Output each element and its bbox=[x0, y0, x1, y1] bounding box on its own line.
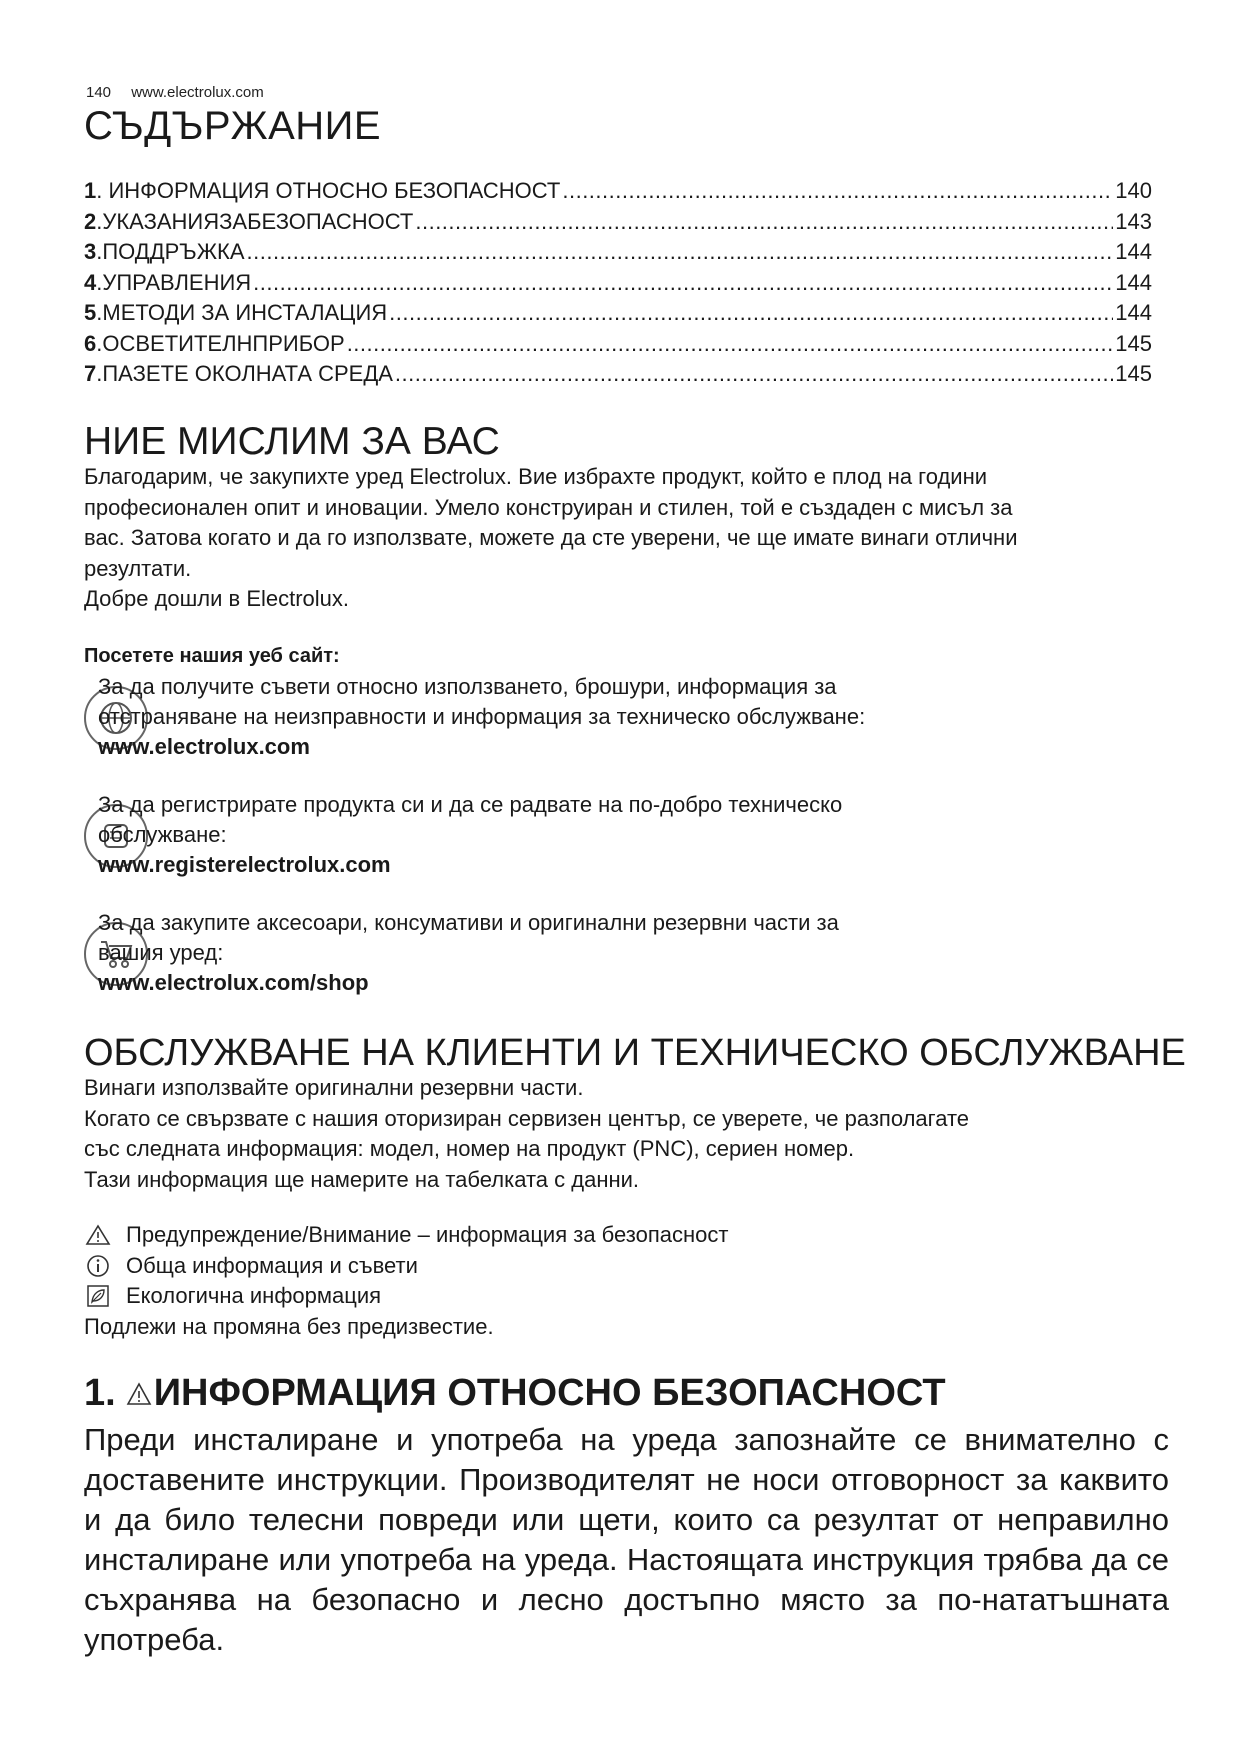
service-title: ОБСЛУЖВАНЕ НА КЛИЕНТИ И ТЕХНИЧЕСКО ОБСЛУЖВАНЕ bbox=[84, 1032, 1186, 1074]
electrolux-link[interactable]: www.electrolux.com bbox=[98, 734, 310, 759]
visit-item: За да регистрирате продукта си и да се радвате на по-добро техническо обслужване: www.registerelectrolux.com bbox=[98, 790, 1058, 880]
register-link[interactable]: www.registerelectrolux.com bbox=[98, 852, 391, 877]
shop-link[interactable]: www.electrolux.com/shop bbox=[98, 970, 369, 995]
header-site: www.electrolux.com bbox=[131, 84, 264, 101]
warning-icon bbox=[84, 1223, 112, 1247]
toc-leader bbox=[253, 270, 1113, 296]
table-of-contents bbox=[84, 178, 1152, 392]
thinking-title: НИЕ МИСЛИМ ЗА ВАС bbox=[84, 420, 500, 463]
legend-warning: Предупреждение/Внимание – информация за безопасност bbox=[84, 1220, 728, 1251]
safety-text: Преди инсталиране и употреба на уреда запознайте се внимателно с доставените инструкции. Производителят не носи отговорност за каквито и да било телесни повреди или щети, които са резултат от неправилно инсталиране или употреба на уреда. Настоящата инструкция трябва да се съхранява на безопасно и лесно достъпно място за по-нататъшната употреба. bbox=[84, 1422, 1169, 1657]
toc-entry[interactable]: 5 .МЕТОДИ ЗА ИНСТАЛАЦИЯ ..... 144 bbox=[84, 300, 1152, 331]
visit-title: Посетете нашия уеб сайт: bbox=[84, 645, 340, 667]
visit-item: За да закупите аксесоари, консумативи и оригинални резервни части за вашия уред: www.electrolux.com/shop bbox=[98, 908, 1058, 998]
warning-icon bbox=[126, 1382, 152, 1406]
visit-item: За да получите съвети относно използването, брошури, информация за отстраняване на неизправности и информация за техническо обслужване: www.electrolux.com bbox=[98, 672, 1058, 762]
toc-leader bbox=[395, 361, 1113, 387]
toc-leader bbox=[415, 209, 1113, 235]
toc-entry[interactable]: 2 .УКАЗАНИЯЗАБЕЗОПАСНОСТ ..... 143 bbox=[84, 209, 1152, 240]
contents-title: СЪДЪРЖАНИЕ bbox=[84, 104, 382, 148]
toc-leader bbox=[562, 178, 1113, 204]
symbol-legend bbox=[84, 1220, 728, 1342]
eco-leaf-icon bbox=[84, 1284, 112, 1308]
page-number: 140 bbox=[86, 84, 112, 101]
page-header bbox=[86, 84, 264, 101]
toc-leader bbox=[389, 300, 1113, 326]
info-icon bbox=[84, 1254, 112, 1278]
legend-note: Подлежи на промяна без предизвестие. bbox=[84, 1313, 494, 1339]
toc-leader bbox=[347, 331, 1114, 357]
safety-title: 1. ИНФОРМАЦИЯ ОТНОСНО БЕЗОПАСНОСТ bbox=[84, 1372, 946, 1414]
toc-entry[interactable]: 1 . ИНФОРМАЦИЯ ОТНОСНО БЕЗОПАСНОСТ ..... 140 bbox=[84, 178, 1152, 209]
toc-entry[interactable]: 3 .ПОДДРЪЖКА ..... 144 bbox=[84, 239, 1152, 270]
toc-leader bbox=[247, 239, 1114, 265]
toc-entry[interactable]: 7 .ПАЗЕТЕ ОКОЛНАТА СРЕДА ..... 145 bbox=[84, 361, 1152, 392]
thinking-text: Благодарим, че закупихте уред Electrolux. Вие избрахте продукт, който е плод на години професионален опит и иновации. Умело конструиран и стилен, той е създаден с мисъл за вас. Затова когато и да го използвате, можете да сте уверени, че ще имате винаги отлични резултати. Добре дошли в Electrolux. bbox=[84, 464, 1018, 611]
service-text: Винаги използвайте оригинални резервни части. Когато се свързвате с нашия оторизиран сервизен център, се уверете, че разполагате със следната информация: модел, номер на продукт (PNC), сериен номер. Тази информация ще намерите на табелката с данни. bbox=[84, 1075, 970, 1192]
toc-entry[interactable]: 6 .ОСВЕТИТЕЛНПРИБОР ..... 145 bbox=[84, 331, 1152, 362]
toc-entry[interactable]: 4 .УПРАВЛЕНИЯ ..... 144 bbox=[84, 270, 1152, 301]
legend-info: Обща информация и съвети bbox=[84, 1251, 728, 1282]
legend-eco: Екологична информация bbox=[84, 1281, 728, 1312]
